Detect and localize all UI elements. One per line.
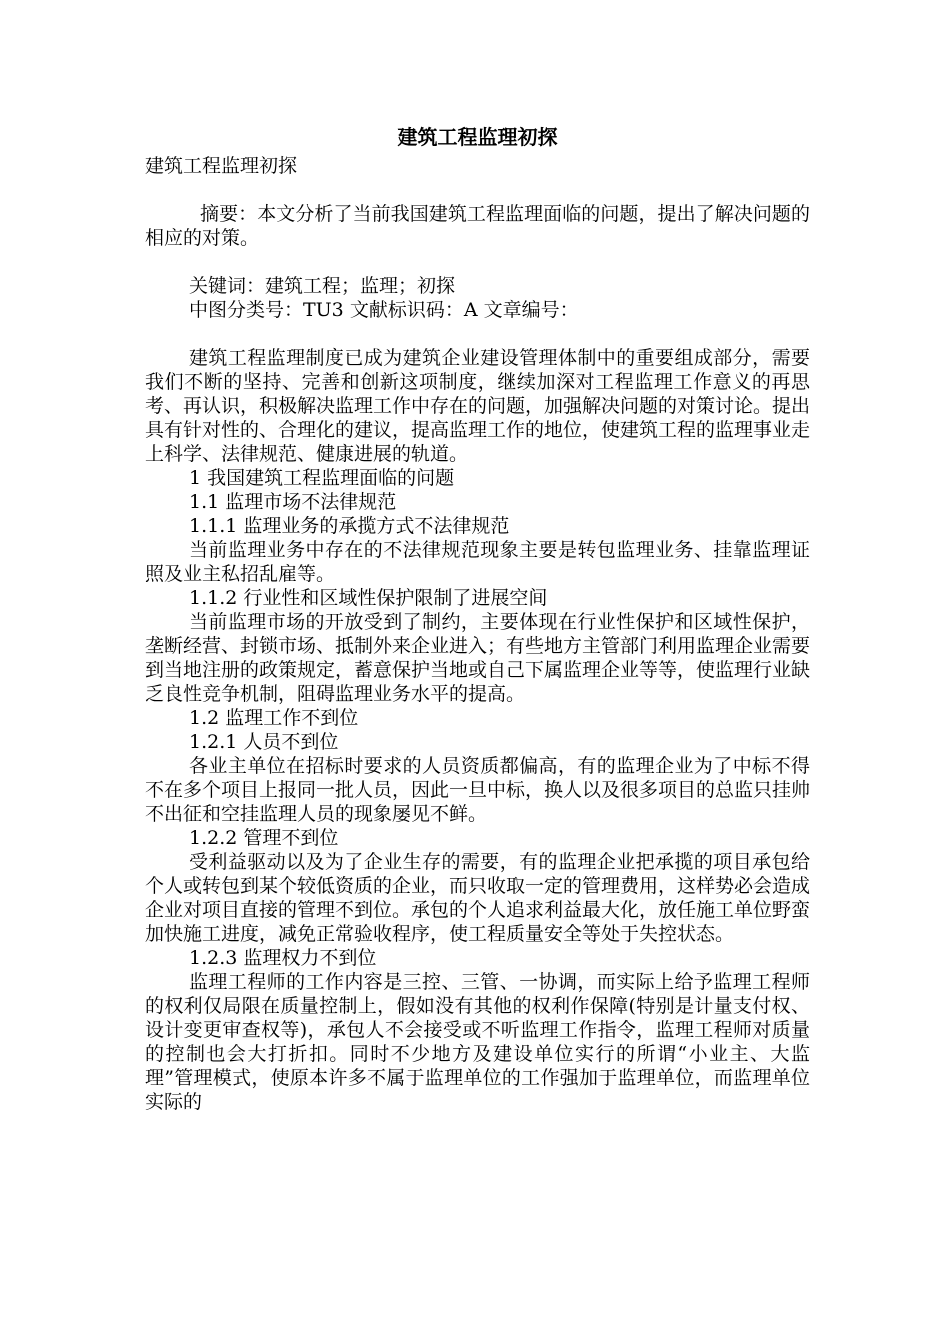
subsubsection-heading: 1.2.2 管理不到位 bbox=[189, 827, 339, 849]
keywords-line: 关键词：建筑工程；监理；初探 bbox=[189, 275, 456, 297]
document-page bbox=[145, 120, 810, 1114]
classification-line: 中图分类号：TU3 文献标识码：A 文章编号： bbox=[189, 299, 579, 321]
body-paragraph: 各业主单位在招标时要求的人员资质都偏高，有的监理企业为了中标不得不在多个项目上报同一批人员，因此一旦中标，换人以及很多项目的总监只挂帅不出征和空挂监理人员的现象屡见不鲜。 bbox=[145, 755, 811, 825]
body-paragraph: 当前监理业务中存在的不法律规范现象主要是转包监理业务、挂靠监理证照及业主私招乱雇等。 bbox=[145, 539, 810, 585]
abstract-paragraph: 摘要：本文分析了当前我国建筑工程监理面临的问题，提出了解决问题的相应的对策。 bbox=[145, 203, 810, 249]
intro-paragraph: 建筑工程监理制度已成为建筑企业建设管理体制中的重要组成部分，需要我们不断的坚持、完善和创新这项制度，继续加深对工程监理工作意义的再思考、再认识，积极解决监理工作中存在的问题，加强解决问题的对策讨论。提出具有针对性的、合理化的建议，提高监理工作的地位，使建筑工程的监理事业走上科学、法律规范、健康进展的轨道。 bbox=[145, 347, 811, 465]
subsection-heading: 1.1 监理市场不法律规范 bbox=[189, 491, 397, 513]
subsection-heading: 1.2 监理工作不到位 bbox=[189, 707, 359, 729]
document-title: 建筑工程监理初探 bbox=[397, 125, 558, 149]
subsubsection-heading: 1.1.1 监理业务的承揽方式不法律规范 bbox=[189, 515, 510, 537]
subsubsection-heading: 1.1.2 行业性和区域性保护限制了进展空间 bbox=[189, 587, 548, 609]
subsubsection-heading: 1.2.3 监理权力不到位 bbox=[189, 947, 377, 969]
body-paragraph: 受利益驱动以及为了企业生存的需要，有的监理企业把承揽的项目承包给个人或转包到某个较低资质的企业，而只收取一定的管理费用，这样势必会造成企业对项目直接的管理不到位。承包的个人追求利益最大化，放任施工单位野蛮加快施工进度，减免正常验收程序，使工程质量安全等处于失控状态。 bbox=[145, 851, 811, 945]
body-paragraph: 当前监理市场的开放受到了制约，主要体现在行业性保护和区域性保护，垄断经营、封锁市场、抵制外来企业进入；有些地方主管部门利用监理企业需要到当地注册的政策规定，蓄意保护当地或自己下属监理企业等等，使监理行业缺乏良性竞争机制，阻碍监理业务水平的提高。 bbox=[145, 611, 811, 705]
subsubsection-heading: 1.2.1 人员不到位 bbox=[189, 731, 339, 753]
document-subtitle: 建筑工程监理初探 bbox=[145, 155, 298, 177]
body-paragraph: 监理工程师的工作内容是三控、三管、一协调，而实际上给予监理工程师的权利仅局限在质量控制上，假如没有其他的权利作保障(特别是计量支付权、设计变更审查权等)，承包人不会接受或不听监理工作指令，监理工程师对质量的控制也会大打折扣。同时不少地方及建设单位实行的所谓“小业主、大监理”管理模式，使原本许多不属于监理单位的工作强加于监理单位，而监理单位实际的 bbox=[145, 971, 810, 1113]
section-heading: 1 我国建筑工程监理面临的问题 bbox=[189, 467, 455, 489]
